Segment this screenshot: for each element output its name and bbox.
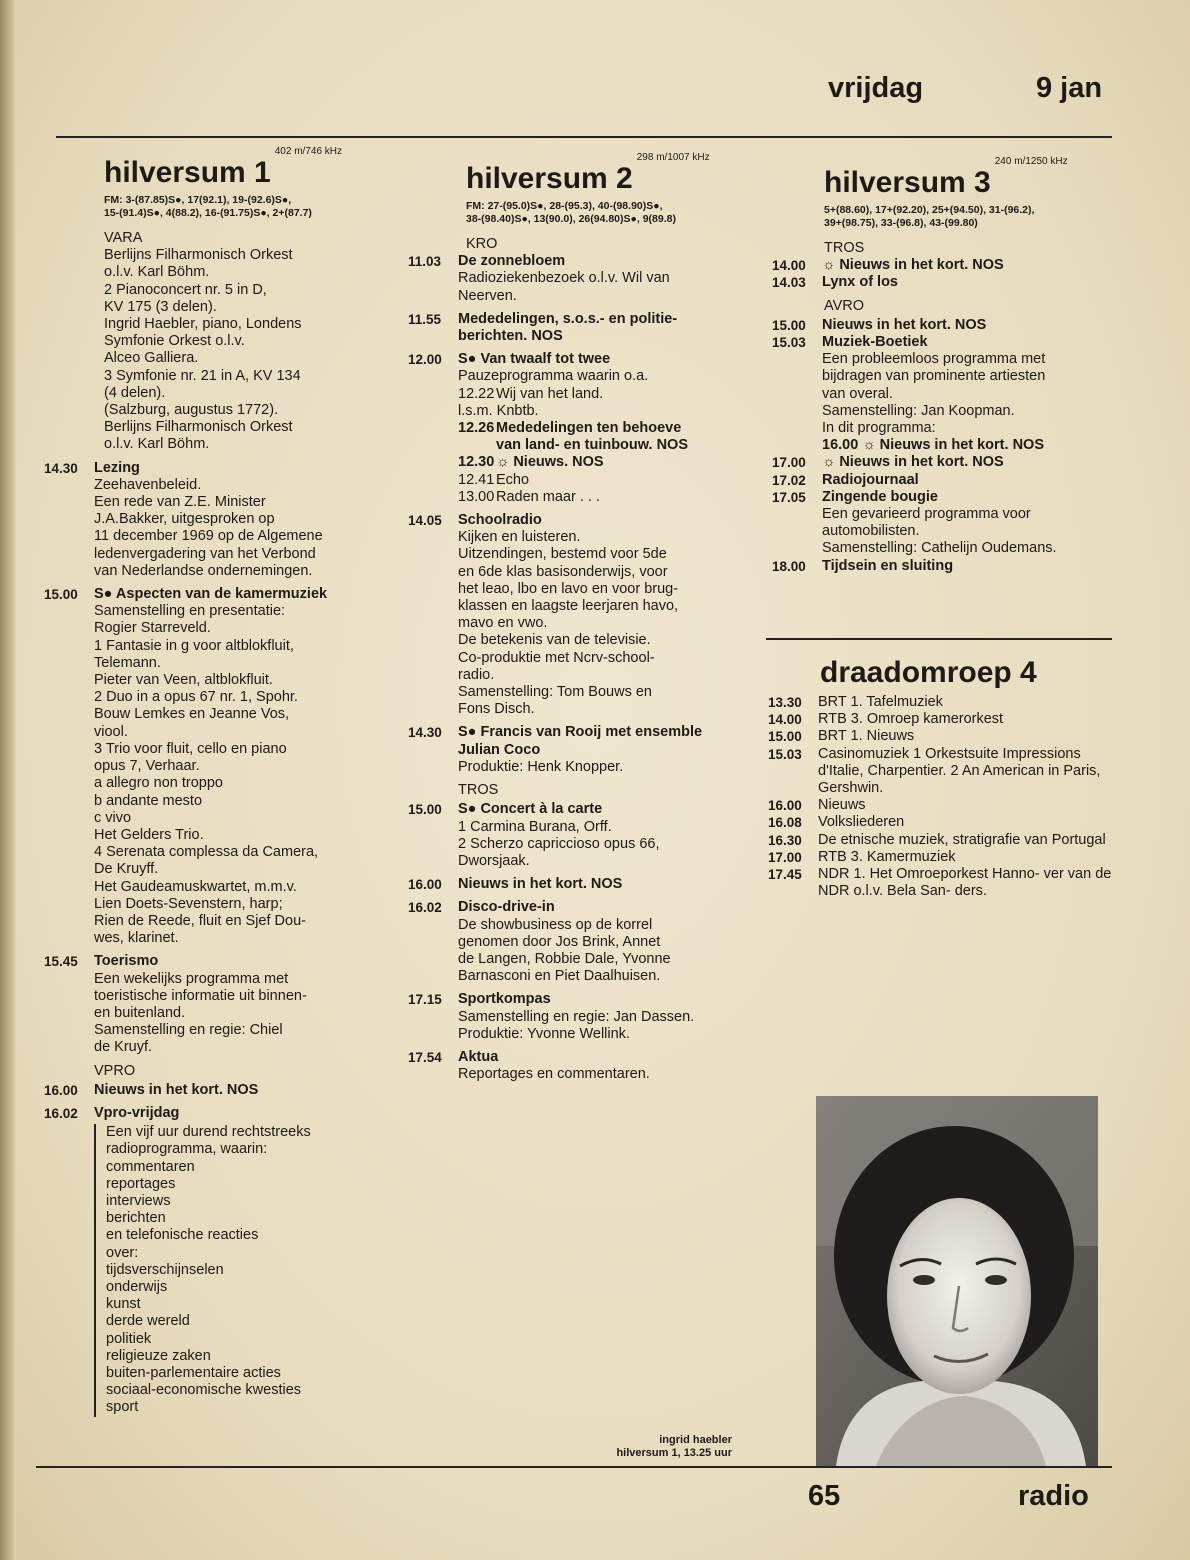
programme-entry: 15.00 S● Concert à la carte 1 Carmina Burana, Orff. 2 Scherzo capriccioso opus 66, Dworsjaak. [408, 801, 660, 869]
programme-entry: 15.45 Toerismo Een wekelijks programma met toeristische informatie uit binnen- en buitenland. Samenstelling en regie: Chiel de Kruyf. [44, 953, 307, 1056]
programme-entry: 17.54 Aktua Reportages en commentaren. [408, 1048, 650, 1083]
station-title: hilversum $2^{298 m/1007 kHz}$ [466, 152, 710, 195]
programme-entry: 15.00 Nieuws in het kort. NOS [772, 316, 987, 333]
hilversum-1-column [44, 146, 380, 1423]
programme-entry: 17.00 ☼ Nieuws in het kort. NOS [772, 454, 1004, 471]
programme-entry: 14.05 Schoolradio Kijken en luisteren. Uitzendingen, bestemd voor 5de en 6de klas basisonderwijs, voor het leao, lbo en lavo en voor brug- klassen en laagste leerjaren havo, mavo en vwo. De betekenis van de televisie. Co-produktie met Ncrv-school- radio. Samenstelling: Tom Bouws en Fons Disch. [408, 512, 679, 718]
programme-entry: 16.00 Nieuws [768, 797, 866, 814]
programme-entry: 15.03 Casinomuziek 1 Orkestsuite Impressions d'Italie, Charpentier. 2 An American in Paris, Gershwin. [768, 745, 1101, 797]
page-number: 65 [808, 1480, 841, 1512]
programme-entry: 17.45 NDR 1. Het Omroeporkest Hanno- ver van de NDR o.l.v. Bela San- ders. [768, 866, 1112, 900]
programme-entry: 18.00 Tijdsein en sluiting [772, 557, 954, 574]
programme-entry: 15.00 BRT 1. Nieuws [768, 728, 915, 745]
programme-entry: 17.15 Sportkompas Samenstelling en regie: Jan Dassen. Produktie: Yvonne Wellink. [408, 991, 695, 1042]
programme-entry: 14.30 Lezing Zeehavenbeleid. Een rede van Z.E. Minister J.A.Bakker, uitgesproken op 11 december 1969 op de Algemene ledenvergadering van het Verbond van Nederlandse ondernemingen. [44, 459, 323, 579]
page-binding-edge [0, 0, 16, 1560]
bottom-rule [36, 1466, 1112, 1468]
fm-frequencies: FM: 3-(87.85)S●, 17(92.1), 19-(92.6)S●, 15-(91.4)S●, 4(88.2), 16-(91.75)S●, 2+(87.7) [104, 194, 312, 219]
programme-entry: 16.02 Vpro-vrijdag Een vijf uur durend rechtstreeks radioprogramma, waarin: commentaren reportages interviews berichten en telefonische reacties over: tijdsverschijnselen onderwijs kunst derde wereld politiek religieuze zaken buiten-parlementaire acties sociaal-economische kwesties sport [44, 1105, 380, 1417]
sub-item: 12.22 Wij van het land. [458, 385, 604, 402]
broadcaster-label: TROS [824, 240, 865, 256]
hilversum-2-column [408, 152, 748, 1089]
photo-caption: ingrid haebler hilversum 1, 13.25 uur [616, 1434, 732, 1459]
station-title: hilversum $3^{240 m/1250 kHz}$ [824, 156, 1068, 199]
programme-entry: 15.03 Muziek-Boetiek Een probleemloos programma met bijdragen van prominente artiesten van overal. Samenstelling: Jan Koopman. In dit programma: 16.00 ☼ Nieuws in het kort. NOS [772, 334, 1112, 454]
programme-entry: 14.00 ☼ Nieuws in het kort. NOS [772, 257, 1004, 274]
broadcaster-label: AVRO [824, 297, 865, 314]
programme-entry: 16.02 Disco-drive-in De showbusiness op de korrel genomen door Jos Brink, Annet de Langen, Robbie Dale, Yvonne Barnasconi en Piet Daalhuisen. [408, 899, 671, 985]
sub-item: 12.26 Mededelingen ten behoeve van land- en tuinbouw. NOS [458, 420, 688, 454]
programme-entry: 17.02 Radiojournaal [772, 471, 919, 488]
programme-entry: 14.00 RTB 3. Omroep kamerorkest [768, 711, 1004, 728]
draadomroep-rule [766, 638, 1112, 640]
fm-frequencies: FM: 27-(95.0)S●, 28-(95.3), 40-(98.90)S●, 38-(98.40)S●, 13(90.0), 26(94.80)S●, 9(89.8) [466, 200, 676, 225]
programme-entry: 11.55 Mededelingen, s.o.s.- en politie- berichten. NOS [408, 310, 678, 345]
sub-item: 12.41 Echo [458, 471, 530, 488]
programme-entry: 11.03 De zonnebloem Radioziekenbezoek o.l.v. Wil van Neerven. [408, 253, 670, 304]
programme-entry: 16.08 Volksliederen [768, 814, 905, 831]
programme-entry: 17.00 RTB 3. Kamermuziek [768, 848, 956, 865]
sub-item: 13.00 Raden maar . . . [458, 488, 600, 505]
programme-entry: 17.05 Zingende bougie Een gevarieerd programma voor automobilisten. Samenstelling: Cathelijn Oudemans. [772, 488, 1057, 557]
broadcaster-label: VARA [104, 230, 143, 246]
top-rule [56, 136, 1112, 138]
programme-description: Berlijns Filharmonisch Orkest o.l.v. Karl Böhm. 2 Pianoconcert nr. 5 in D, KV 175 (3 delen). Ingrid Haebler, piano, Londens Symfonie Orkest o.l.v. Alceo Galliera. 3 Symfonie nr. 21 in A, KV 134 (4 delen). (Salzburg, augustus 1772). Berlijns Filharmonisch Orkest o.l.v. Karl Böhm. [104, 247, 302, 453]
hilversum-3-column [772, 156, 1112, 581]
topic-list: Een vijf uur durend rechtstreeks radioprogramma, waarin: commentaren reportages interviews berichten en telefonische reacties over: tijdsverschijnselen onderwijs kunst derde wereld politiek religieuze zaken buiten-parlementaire acties sociaal-economische kwesties sport [94, 1124, 380, 1416]
programme-entry: 12.00 S● Van twaalf tot twee Pauzeprogramma waarin o.a. 12.22 Wij van het land. l.s.m. Knbtb. 12.26 Mededelingen ten behoeve van land- en tuinbouw. NOS 12.30 ☼ Nieuws. NOS 12.41 Echo 13.00 Raden maar . . . [408, 351, 748, 506]
magazine-name: radio [1018, 1480, 1089, 1512]
sub-item: 16.00 ☼ Nieuws in het kort. NOS [822, 437, 1044, 454]
station-title: hilversum $1^{402 m/746 kHz}$ [104, 146, 343, 189]
portrait-photo [816, 1096, 1098, 1466]
programme-entry: 16.00 Nieuws in het kort. NOS [408, 876, 623, 893]
date-heading: 9 jan [1036, 72, 1103, 104]
programme-entry: 14.30 S● Francis van Rooij met ensemble Julian Coco Produktie: Henk Knopper. [408, 724, 703, 775]
programme-entry: 14.03 Lynx of los [772, 274, 898, 291]
sub-item-note: l.s.m. Knbtb. [458, 402, 539, 419]
broadcaster-label: KRO [466, 236, 498, 252]
sub-item: 12.30 ☼ Nieuws. NOS [458, 454, 604, 471]
day-heading: vrijdag [828, 72, 924, 104]
broadcaster-label: VPRO [94, 1062, 136, 1079]
programme-entry: 13.30 BRT 1. Tafelmuziek [768, 694, 943, 710]
programme-entry: 15.00 S● Aspecten van de kamermuziek Samenstelling en presentatie: Rogier Starreveld. 1 Fantasie in g voor altblokfluit, Telemann. Pieter van Veen, altblokfluit. 2 Duo in a opus 67 nr. 1, Spohr. Bouw Lemkes en Jeanne Vos, viool. 3 Trio voor fluit, cello en piano opus 7, Verhaar. a allegro non troppo b andante mesto c vivo Het Gelders Trio. 4 Serenata complessa da Camera, De Kruyff. Het Gaudeamuskwartet, m.m.v. Lien Doets-Sevenstern, harp; Rien de Reede, fluit en Sjef Dou- wes, klarinet. [44, 586, 328, 947]
programme-entry: 16.30 De etnische muziek, stratigrafie van Portugal [768, 831, 1106, 848]
station-title: draadomroep 4 [820, 656, 1037, 689]
broadcaster-label: TROS [458, 782, 499, 799]
fm-frequencies: 5+(88.60), 17+(92.20), 25+(94.50), 31-(96.2), 39+(98.75), 33-(96.8), 43-(99.80) [824, 204, 1035, 229]
programme-entry: 16.00 Nieuws in het kort. NOS [44, 1081, 259, 1098]
draadomroep-4-column [768, 656, 1112, 900]
